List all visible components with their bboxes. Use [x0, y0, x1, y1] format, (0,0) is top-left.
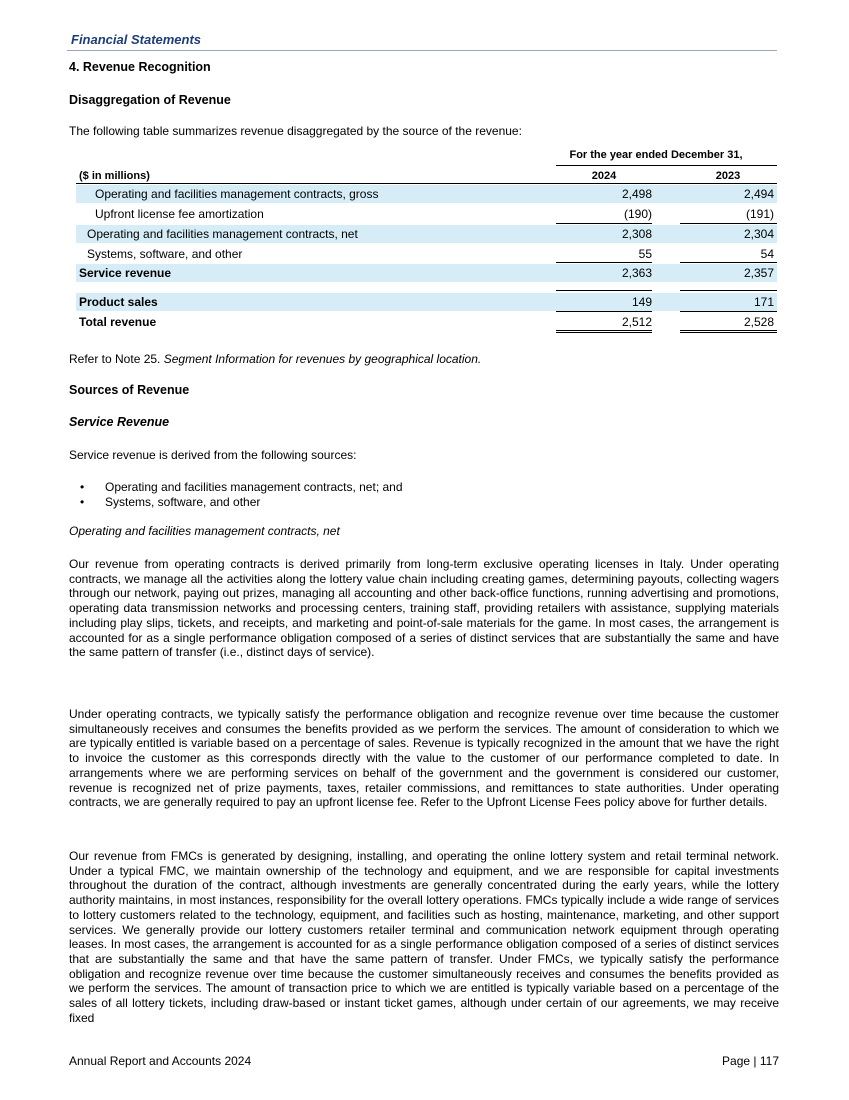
value-2023: 2,528 — [743, 315, 774, 329]
subtotal-rule — [680, 290, 777, 291]
value-2024: 2,512 — [621, 315, 652, 329]
footer-report-title: Annual Report and Accounts 2024 — [69, 1054, 252, 1068]
table-row — [76, 225, 777, 243]
section-heading: 4. Revenue Recognition — [69, 60, 211, 74]
value-2023: 171 — [753, 295, 774, 309]
service-revenue-heading: Service Revenue — [69, 415, 170, 429]
value-2024: 2,498 — [621, 187, 652, 201]
total-double-rule — [680, 330, 777, 333]
subtotal-rule — [680, 262, 777, 263]
value-2024: 2,363 — [621, 266, 652, 280]
paragraph-operating-contracts: Our revenue from operating contracts is derived primarily from long-term exclusive operating licenses in Italy. Under operating contracts, we manage all the activities along the lottery value chain including creating games, determining payouts, collecting wagers through our network, paying out prizes, managing all accounting and other back-office functions, running advertising and promotions, operating data transmission networks and processing centers, training staff, providing retailers with assistance, supplying materials including play slips, tickets, and receipts, and marketing and point-of-sale materials for the game. In most cases, the arrangement is accounted for as a single performance obligation composed of a series of distinct services that are substantially the same and have the same pattern of transfer (i.e., distinct days of service). — [69, 557, 779, 660]
service-sources-list — [80, 480, 403, 509]
paragraph-fmc-revenue: Our revenue from FMCs is generated by designing, installing, and operating the online lottery system and retail terminal network. Under a typical FMC, we maintain ownership of the technology and equipment, and we are responsible for capital investments throughout the duration of the contract, although investments are generally concentrated during the early years, while the lottery authority maintains, in most instances, responsibility for the overall lottery operations. FMCs typically include a wide range of services to lottery customers related to the technology, equipment, and facilities such as hosting, maintenance, marketing, and other support services. We generally provide our lottery customers retailer terminal and communication network equipment through operating leases. In most cases, the arrangement is accounted for as a single performance obligation composed of a series of distinct services that are substantially the same and that have the same pattern of transfer. Under FMCs, we typically satisfy the performance obligation and recognize revenue over time because the customer simultaneously receives and consumes the benefits provided as we perform the services. The amount of transaction price to which we are entitled is typically variable based on a percentage of the sales of all lottery tickets, including draw-based or instant ticket games, although under certain of our agreements, we may receive fixed — [69, 849, 779, 1025]
row-label: Service revenue — [79, 266, 172, 280]
footer-page-number: Page | 117 — [722, 1054, 779, 1068]
table-row — [76, 293, 777, 311]
total-double-rule — [556, 330, 652, 333]
value-2024: 2,308 — [621, 227, 652, 241]
subtotal-rule — [556, 311, 652, 312]
col-header-2024: 2024 — [591, 170, 617, 182]
sources-heading: Sources of Revenue — [69, 383, 190, 397]
subtotal-rule — [556, 290, 652, 291]
ofmc-heading: Operating and facilities management contracts, net — [69, 524, 340, 538]
value-2024: (190) — [623, 207, 652, 221]
row-label: Total revenue — [79, 315, 157, 329]
table-row — [76, 313, 777, 331]
value-2023: 2,357 — [743, 266, 774, 280]
table-intro: The following table summarizes revenue disaggregated by the source of the revenue: — [69, 124, 522, 138]
header-rule — [76, 183, 777, 184]
row-label: Operating and facilities management contracts, gross — [95, 187, 379, 201]
list-item: • Operating and facilities management contracts, net; and — [80, 480, 403, 494]
subsection-heading: Disaggregation of Revenue — [69, 93, 231, 107]
value-2024: 149 — [631, 295, 652, 309]
table-row — [76, 264, 777, 282]
table-period-label: For the year ended December 31, — [569, 149, 743, 161]
service-revenue-intro: Service revenue is derived from the following sources: — [69, 448, 357, 462]
running-header-title: Financial Statements — [71, 32, 202, 47]
value-2023: (191) — [745, 207, 774, 221]
value-2024: 55 — [638, 247, 652, 261]
table-row — [76, 185, 777, 203]
subtotal-rule — [556, 223, 652, 224]
list-item: • Systems, software, and other — [80, 494, 261, 509]
table-row — [76, 245, 777, 263]
value-2023: 54 — [760, 247, 774, 261]
paragraph-revenue-recognition: Under operating contracts, we typically satisfy the performance obligation and recognize revenue over time because the customer simultaneously receives and consumes the benefits provided as we perform the services. The amount of consideration to which we are typically entitled is variable based on a percentage of sales. Revenue is typically recognized in the amount that we have the right to invoice the customer as this corresponds directly with the value to the customer of our performance completed to date. In arrangements where we are performing services on behalf of the government and the government is considered our customer, revenue is recognized net of prize payments, taxes, retailer commissions, and remittances to state authorities. Under operating contracts, we are generally required to pay an upfront license fee. Refer to the Upfront License Fees policy above for further details. — [69, 707, 779, 810]
segment-note-reference: Refer to Note 25. Segment Information for revenues by geographical location. — [69, 352, 482, 366]
row-label: Product sales — [79, 295, 158, 309]
table-row — [76, 205, 777, 223]
subtotal-rule — [680, 311, 777, 312]
row-label: Operating and facilities management contracts, net — [87, 227, 358, 241]
value-2023: 2,304 — [743, 227, 774, 241]
header-divider — [67, 50, 777, 51]
row-label: Upfront license fee amortization — [95, 207, 264, 221]
col-header-2023: 2023 — [715, 170, 741, 182]
subtotal-rule — [680, 223, 777, 224]
row-label: Systems, software, and other — [87, 247, 243, 261]
value-2023: 2,494 — [743, 187, 774, 201]
subtotal-rule — [556, 262, 652, 263]
period-underline — [556, 165, 777, 166]
table-units-label: ($ in millions) — [79, 170, 150, 182]
